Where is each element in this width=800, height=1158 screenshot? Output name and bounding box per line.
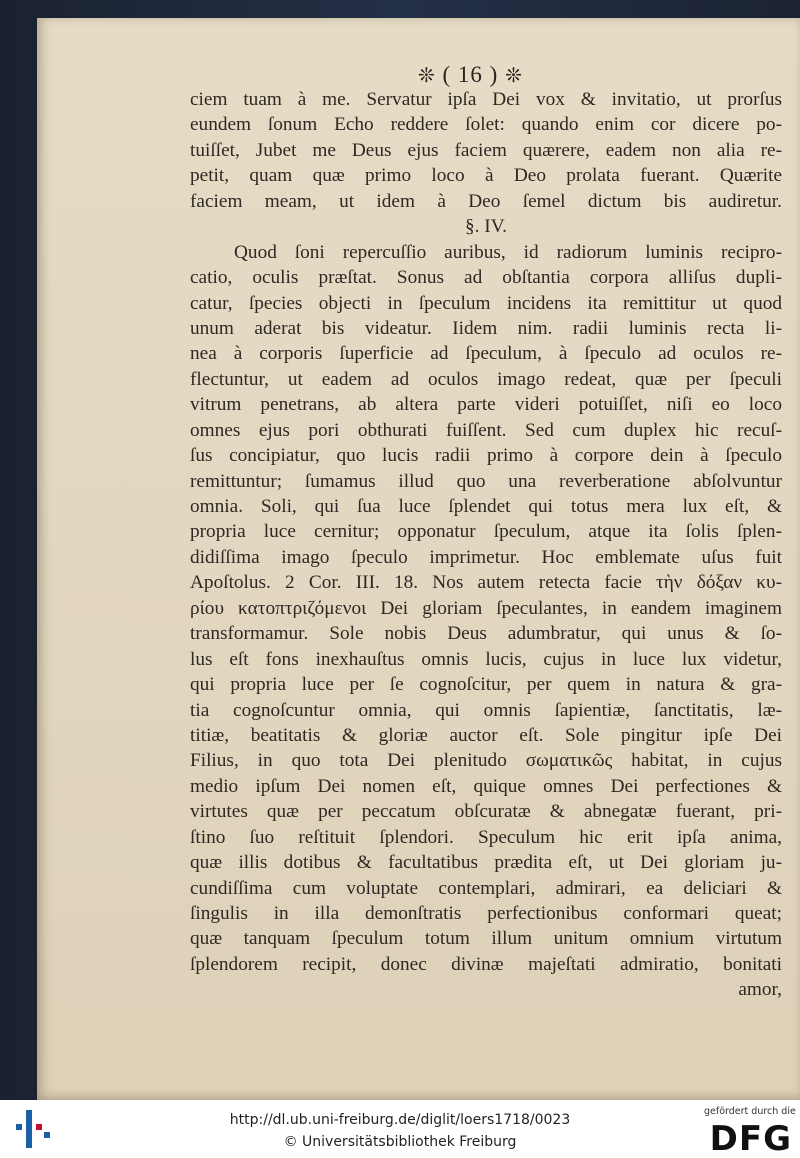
text-line: omnes ejus pori obthurati fuiſſent. Sed cum duplex hic recuſ- [190,419,782,441]
text-line: transformamur. Sole nobis Deus adumbratur, qui unus & ſo- [190,623,782,645]
text-line: unum aderat bis videatur. Iidem nim. radii luminis recta li- [190,317,782,339]
viewer-footer [0,1100,800,1158]
text-line: catio, oculis præſtat. Sonus ad obſtantia corpora alliſus dupli- [190,267,782,289]
catchword: amor, [738,979,782,1001]
text-line: medio ipſum Dei nomen eſt, quique omnes Dei perfectiones & [190,775,782,797]
text-line: virtutes quæ per peccatum obſcuratæ & abnegatæ fuerant, pri- [190,801,782,823]
text-line: ſtino ſuo reſtituit ſplendori. Speculum hic erit ipſa anima, [190,826,782,848]
text-line: didiſſima imago ſpeculo imprimetur. Hoc emblemate uſus fuit [190,546,782,568]
page-number: ( 16 ) [442,62,499,87]
text-line: propria luce cernitur; opponatur ſpeculum, atque ita ſolis ſplen- [190,521,782,543]
text-line: tuiſſet, Jubet me Deus ejus faciem quærere, eadem non alia re- [190,139,782,161]
text-line: petit, quam quæ primo loco à Deo prolata fuerant. Quærite [190,165,782,187]
text-line: vitrum penetrans, ab altera parte videri potuiſſet, niſi eo loco [190,394,782,416]
ornament-right-icon: ❊ [505,65,523,87]
text-line: Quod ſoni repercuſſio auribus, id radiorum luminis recipro- [234,241,782,263]
dfg-caption: gefördert durch die [704,1106,796,1117]
text-line: ſingulis in illa demonſtratis perfectionibus conformari queat; [190,903,782,924]
text-line: quæ illis dotibus & facultatibus prædita eſt, ut Dei gloriam ju- [190,852,782,874]
text-line: faciem meam, ut idem à Deo ſemel dictum bis audiretur. [190,190,782,212]
text-line: ſus concipiatur, quo lucis radii primo à corpore dein à ſpeculo [190,445,782,467]
text-line: nea à corporis ſuperficie ad ſpeculum, à ſpeculo ad oculos re- [190,343,782,365]
text-line: lus eſt fons inexhauſtus omnis lucis, cujus in luce lux videtur, [190,648,782,670]
dfg-logo-icon [704,1118,794,1154]
text-line: eundem ſonum Echo reddere ſolet: quando enim cor dicere po- [190,114,782,136]
text-line: remittuntur; ſumamus illud quo una reverberatione abſolvuntur [190,470,782,492]
dfg-logo [704,1106,794,1154]
section-heading: §. IV. [465,216,507,238]
text-line: ſplendorem recipit, donec divinæ majeſtati admiratio, bonitati [190,953,782,975]
text-line: tia cognoſcuntur omnia, qui omnis ſapientiæ, ſanctitatis, læ- [190,699,782,721]
page-text [190,87,782,1003]
text-line: ρίου κατοπτριζόμενοι Dei gloriam ſpeculantes, in eandem imaginem [190,597,782,619]
dfg-logo-text: DFG [709,1119,792,1154]
text-line: Filius, in quo tota Dei plenitudo σωματικῶς habitat, in cujus [190,750,782,772]
text-line: flectuntur, ut eadem ad oculos imago redeat, quæ per ſpeculi [190,368,782,390]
text-line: cundiſſima cum voluptate contemplari, admirari, ea deliciari & [190,877,782,899]
text-line: catur, ſpecies objecti in ſpeculum incidens ita remittitur ut quod [190,292,782,314]
text-line: Apoſtolus. 2 Cor. III. 18. Nos autem retecta facie τὴν δόξαν κυ- [190,572,782,594]
text-line: ciem tuam à me. Servatur ipſa Dei vox & invitatio, ut prorſus [190,89,782,110]
text-line: qui propria luce per ſe cognoſcitur, per quem in natura & gra- [190,674,782,696]
text-line: titiæ, beatitatis & gloriæ auctor eſt. Sole pingitur ipſe Dei [190,724,782,746]
ornament-left-icon: ❊ [418,65,436,87]
running-head [418,62,568,88]
permalink-url[interactable]: http://dl.ub.uni-freiburg.de/diglit/loers1718/0023 [229,1112,571,1128]
copyright-text: © Universitätsbibliothek Freiburg [283,1134,517,1150]
text-line: omnia. Soli, qui ſua luce ſplendet qui totus mera lux eſt, & [190,496,782,517]
text-line: quæ tanquam ſpeculum totum illum unitum omnium virtutum [190,928,782,950]
